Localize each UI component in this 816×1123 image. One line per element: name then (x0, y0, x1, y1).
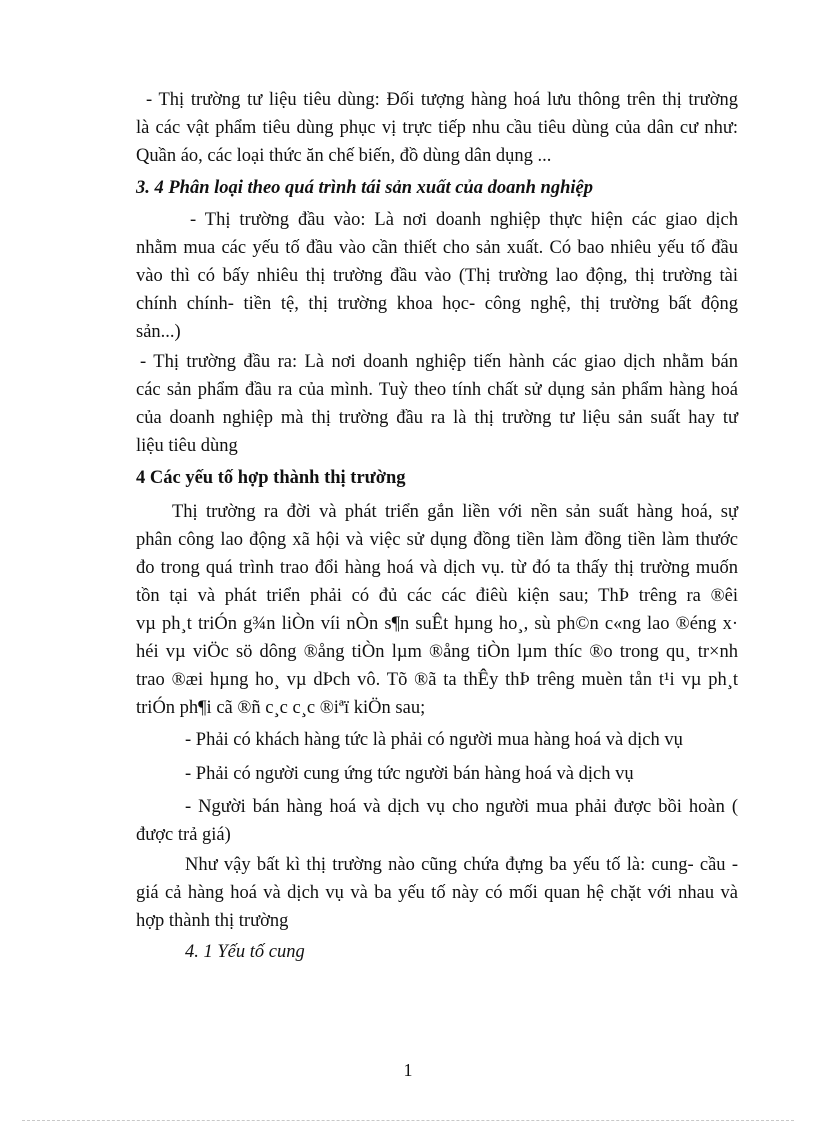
list-item: - Người bán hàng hoá và dịch vụ cho người mua phải được bồi hoàn ( (185, 797, 738, 817)
text-line: các sản phẩm đầu ra của mình. Tuỳ theo tính chất sử dụng sản phẩm hàng hoá (136, 380, 738, 400)
subsection-heading: 4. 1 Yếu tố cung (185, 942, 305, 962)
list-item: - Phải có khách hàng tức là phải có người mua hàng hoá và dịch vụ (185, 730, 683, 750)
text-line: giá cả hàng hoá và dịch vụ và ba yếu tố này có mối quan hệ chặt với nhau và (136, 883, 738, 903)
text-line: phân công lao động xã hội và việc sử dụng đồng tiền làm đồng tiền làm thước (136, 530, 738, 550)
text-line: - Thị trường đầu vào: Là nơi doanh nghiệp thực hiện các giao dịch (190, 210, 738, 230)
page-number: 1 (403, 1060, 413, 1080)
footer-divider (22, 1120, 794, 1121)
text-line: vµ ph¸t triÓn g¾n liÒn víi nÒn s¶n suÊt hµng ho¸, sù ph©n c«ng lao ®éng x· (136, 614, 738, 634)
text-line: nhằm mua các yếu tố đầu vào cần thiết cho sản xuất. Có bao nhiêu yếu tố đầu (136, 238, 738, 258)
list-item: - Phải có người cung ứng tức người bán hàng hoá và dịch vụ (185, 764, 634, 784)
text-line: là các vật phẩm tiêu dùng phục vị trực tiếp nhu cầu tiêu dùng của dân cư như: (136, 118, 738, 138)
text-line: chính chính- tiền tệ, thị trường khoa học- công nghệ, thị trường bất động (136, 294, 738, 314)
text-line: của doanh nghiệp mà thị trường đầu ra là thị trường tư liệu sản suất hay tư (136, 408, 738, 428)
text-line: - Thị trường đầu ra: Là nơi doanh nghiệp tiến hành các giao dịch nhằm bán (140, 352, 738, 372)
text-line: sản...) (136, 322, 181, 342)
text-line: Thị trường ra đời và phát triển gắn liền với nền sản suất hàng hoá, sự (172, 502, 738, 522)
section-heading: 3. 4 Phân loại theo quá trình tái sản xuất của doanh nghiệp (136, 178, 593, 198)
text-line: triÓn ph¶i cã ®ñ c¸c c¸c ®iªï kiÖn sau; (136, 698, 426, 718)
text-line: hợp thành thị trường (136, 911, 289, 931)
text-line: Như vậy bất kì thị trường nào cũng chứa đựng ba yếu tố là: cung- cầu - (185, 855, 738, 875)
text-line: được trả giá) (136, 825, 231, 845)
text-line: trao ®æi hµng ho¸ vµ dÞch vô. Tõ ®ã ta thÊy thÞ trêng muèn tån t¹i vµ ph¸t (136, 670, 738, 690)
text-line: vào thì có bấy nhiêu thị trường đầu vào (Thị trường lao động, thị trường tài (136, 266, 738, 286)
text-line: tồn tại và phát triển phải có đủ các các điêù kiện sau; ThÞ trêng ra ®êi (136, 586, 738, 606)
section-heading: 4 Các yếu tố hợp thành thị trường (136, 468, 406, 488)
text-line: - Thị trường tư liệu tiêu dùng: Đối tượng hàng hoá lưu thông trên thị trường (146, 90, 738, 110)
text-line: héi vµ viÖc sö dông ®ång tiÒn lµm ®ång tiÒn lµm thíc ®o trong qu¸ tr×nh (136, 642, 738, 662)
text-line: liệu tiêu dùng (136, 436, 238, 456)
text-line: Quần áo, các loại thức ăn chế biến, đồ dùng dân dụng ... (136, 146, 552, 166)
text-line: đo trong quá trình trao đổi hàng hoá và dịch vụ. từ đó ta thấy thị trường muốn (136, 558, 738, 578)
